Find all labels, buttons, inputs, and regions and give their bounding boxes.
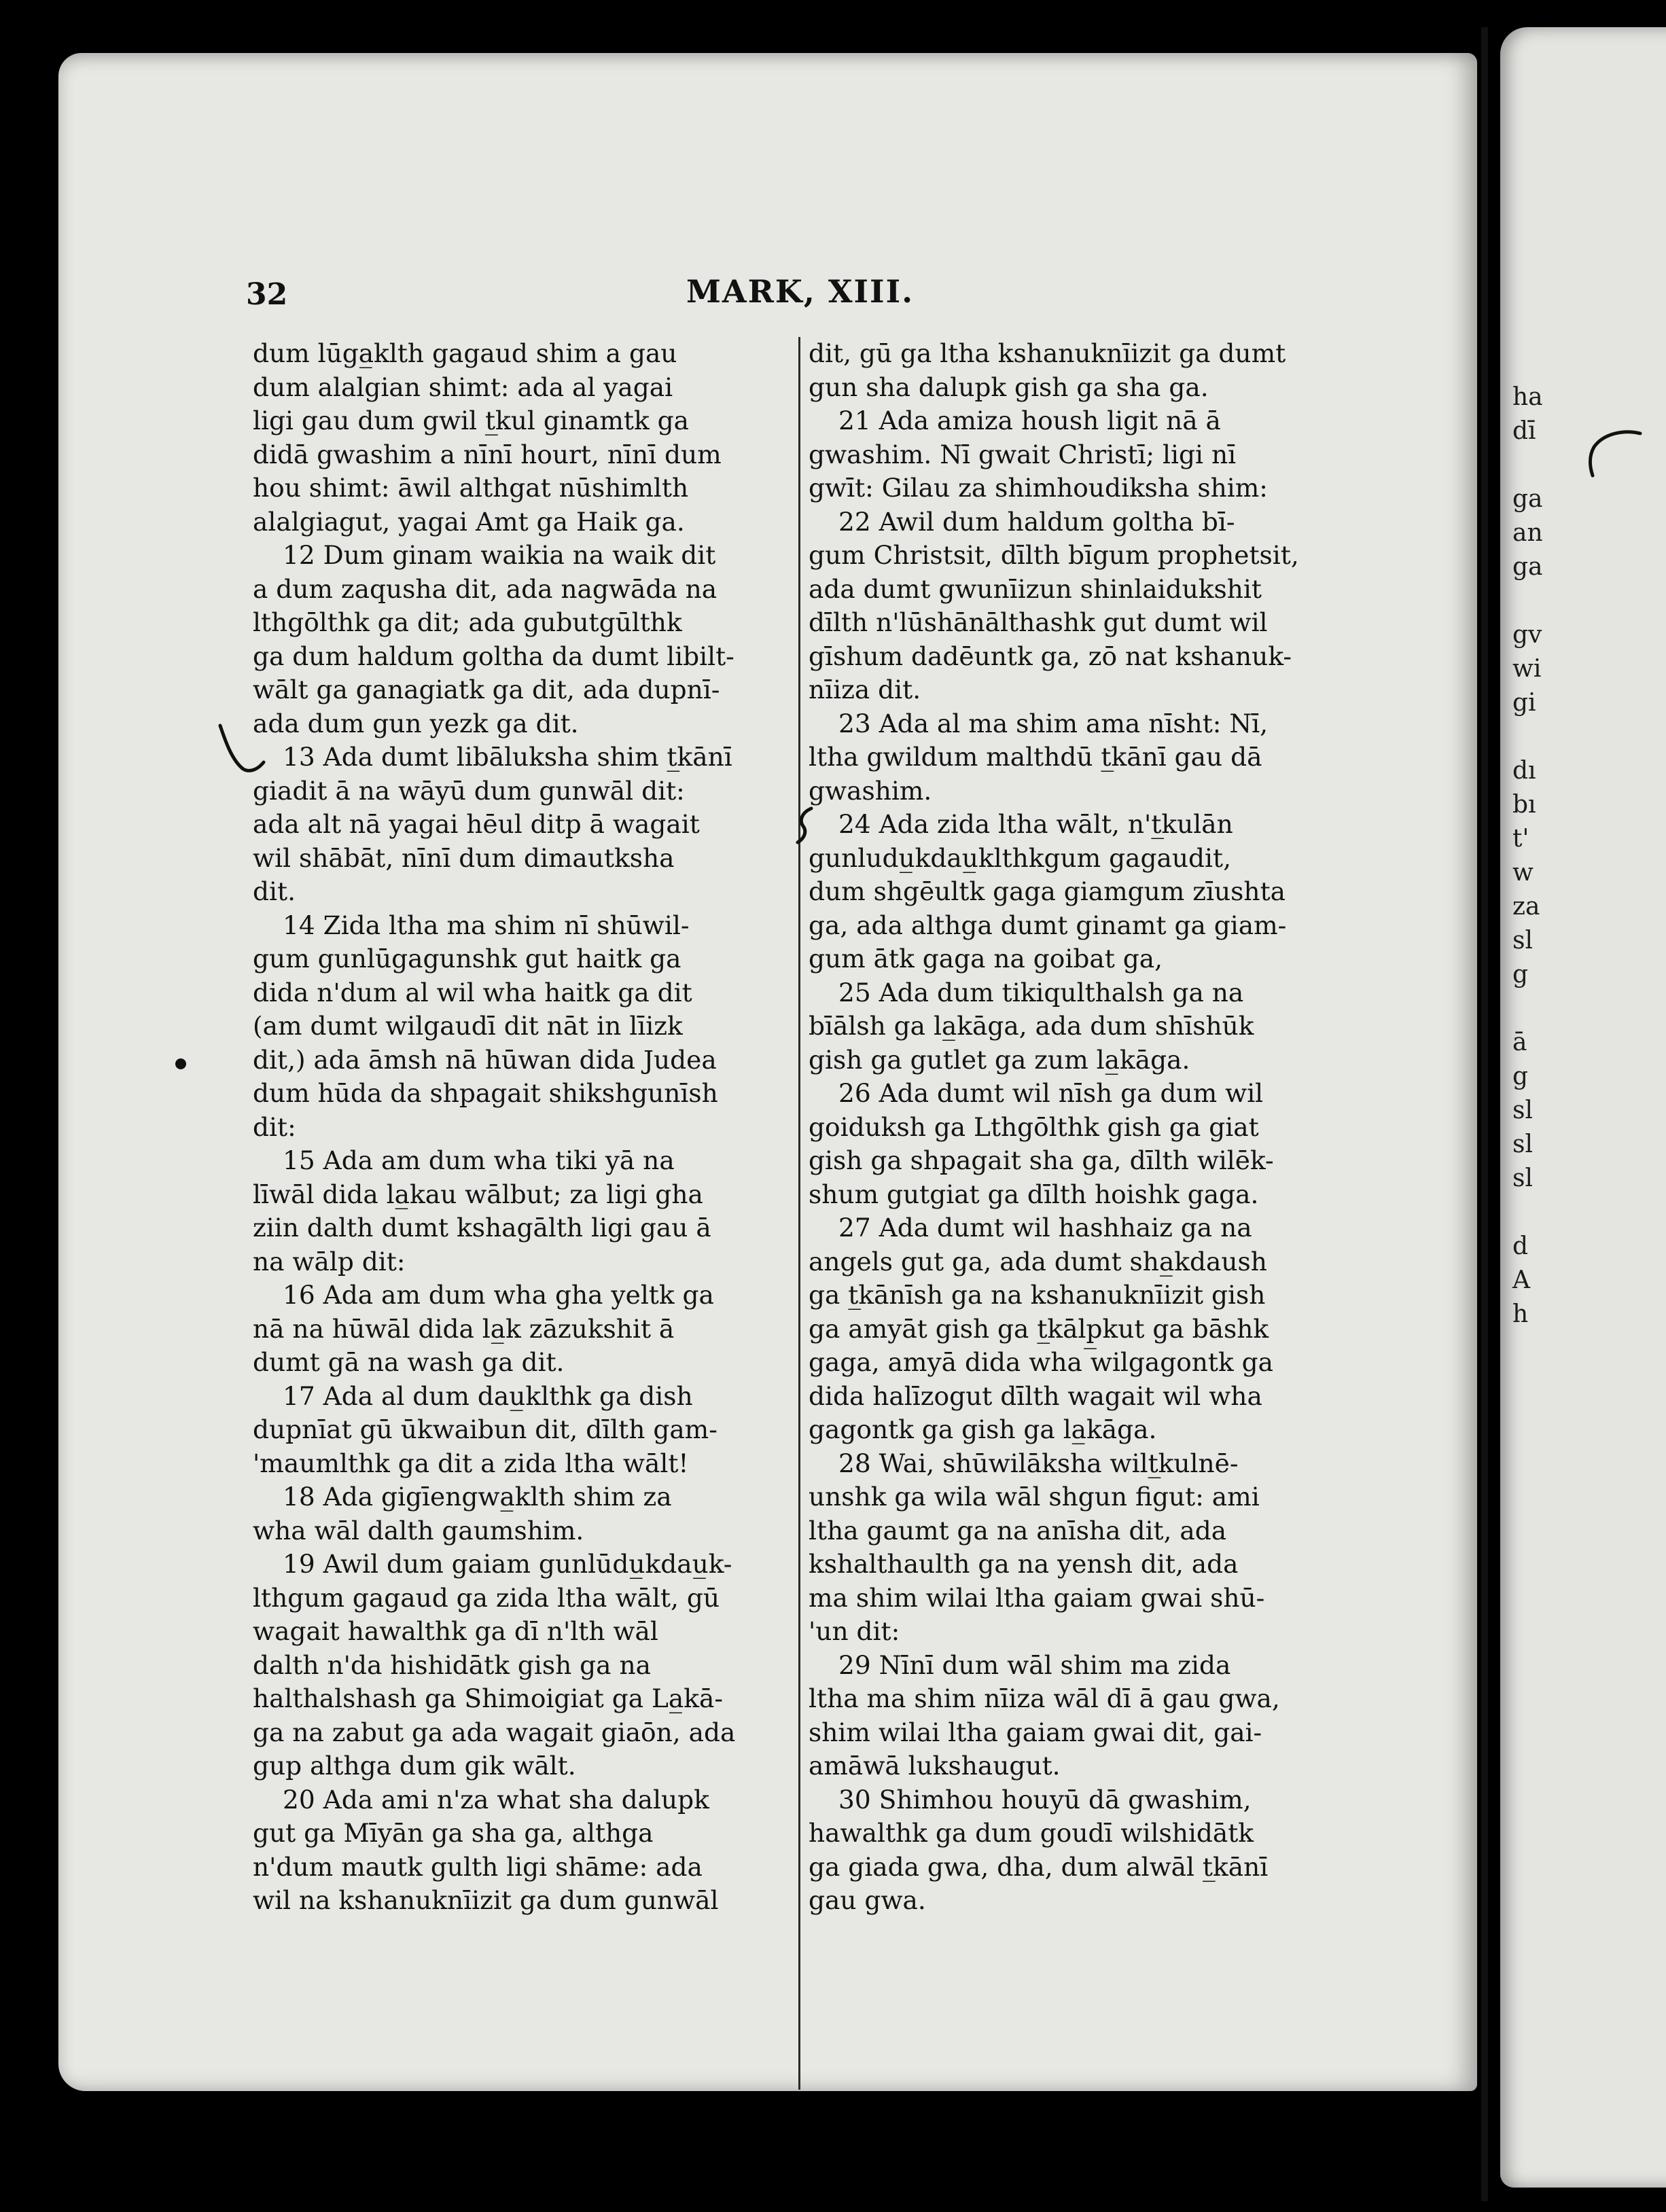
- text-line: gun sha dalupk gish ga sha ga.: [809, 372, 1209, 402]
- text-line: lthgum gagaud ga zida ltha wālt, gū: [253, 1582, 720, 1613]
- text-line: nīiza dit.: [809, 675, 921, 704]
- facing-page-fragment: [1512, 1196, 1543, 1230]
- text-line: (am dumt wilgaudī dit nāt in līizk: [253, 1011, 683, 1041]
- text-line: 26 Ada dumt wil nīsh ga dum wil: [838, 1078, 1264, 1108]
- text-line: 15 Ada am dum wha tiki yā na: [283, 1145, 675, 1175]
- facing-page-fragment: gi: [1512, 689, 1536, 717]
- facing-page-fragment: bı: [1512, 791, 1536, 819]
- text-line: 16 Ada am dum wha gha yeltk ga: [283, 1280, 714, 1310]
- text-line: ltha gwildum malthdū t̲kānī gau dā: [809, 742, 1262, 772]
- text-line: ada dumt gwunīizun shinlaidukshit: [809, 573, 1262, 604]
- facing-page-fragment: [1512, 720, 1543, 754]
- text-line: halthalshash ga Shimoigiat ga La̲kā-: [253, 1683, 724, 1713]
- text-line: ada alt nā yagai hēul ditp ā wagait: [253, 809, 700, 839]
- text-line: gwashim. Nī gwait Christī; ligi nī: [809, 439, 1237, 469]
- text-line: dum hūda da shpagait shikshgunīsh: [253, 1078, 718, 1108]
- column-divider: [798, 337, 800, 2090]
- facing-page-fragment: h: [1512, 1300, 1529, 1328]
- facing-page-fragment: dı: [1512, 757, 1536, 785]
- text-line: alalgiagut, yagai Amt ga Haik ga.: [253, 506, 685, 537]
- text-line: dit, gū ga ltha kshanuknīizit ga dumt: [809, 338, 1286, 368]
- text-line: 25 Ada dum tikiqulthalsh ga na: [838, 977, 1244, 1007]
- text-line: ltha ma shim nīiza wāl dī ā gau gwa,: [809, 1683, 1280, 1713]
- facing-page: [1500, 27, 1666, 2188]
- text-line: wagait hawalthk ga dī n'lth wāl: [253, 1616, 658, 1646]
- text-line: gunludu̲kdau̲klthkgum gagaudit,: [809, 842, 1232, 873]
- text-line: gut ga Mīyān ga sha ga, althga: [253, 1818, 654, 1848]
- facing-page-fragment: sl: [1512, 1096, 1533, 1124]
- text-line: ga, ada althga dumt ginamt ga giam-: [809, 910, 1287, 940]
- text-line: gum Christsit, dīlth bīgum prophetsit,: [809, 540, 1299, 570]
- text-line: amāwā lukshaugut.: [809, 1751, 1061, 1781]
- text-line: 21 Ada amiza housh ligit nā ā: [838, 406, 1221, 435]
- text-line: ziin dalth dumt kshagālth ligi gau ā: [253, 1213, 711, 1243]
- text-line: a dum zaqusha dit, ada nagwāda na: [253, 573, 717, 604]
- text-line: dumt gā na wash ga dit.: [253, 1347, 565, 1377]
- text-line: gaga, amyā dida wha wilgagontk ga: [809, 1347, 1274, 1377]
- text-line: gup althga dum gik wālt.: [253, 1751, 576, 1781]
- text-line: 18 Ada gigīengwa̲klth shim za: [283, 1482, 672, 1512]
- text-line: bīālsh ga la̲kāga, ada dum shīshūk: [809, 1011, 1254, 1041]
- facing-page-fragment: an: [1512, 519, 1543, 547]
- text-line: gwashim.: [809, 775, 932, 806]
- facing-page-fragment: t': [1512, 825, 1529, 853]
- text-line: ga giada gwa, dha, dum alwāl t̲kānī: [809, 1851, 1269, 1882]
- left-text-column: [253, 337, 735, 1918]
- text-line: dum lūga̲klth gagaud shim a gau: [253, 338, 677, 368]
- text-line: ltha gaumt ga na anīsha dit, ada: [809, 1515, 1227, 1546]
- text-line: gish ga gutlet ga zum la̲kāga.: [809, 1044, 1190, 1075]
- text-line: wālt ga ganagiatk ga dit, ada dupnī-: [253, 675, 720, 704]
- text-line: 13 Ada dumt libāluksha shim t̲kānī: [283, 742, 732, 772]
- pencil-check-mark: [216, 721, 270, 783]
- facing-page-fragment: sl: [1512, 927, 1533, 955]
- text-line: gum gunlūgagunshk gut haitk ga: [253, 944, 681, 974]
- text-line: 29 Nīnī dum wāl shim ma zida: [838, 1649, 1231, 1680]
- facing-page-fragment: g: [1512, 1063, 1529, 1090]
- text-line: gagontk ga gish ga la̲kāga.: [809, 1414, 1157, 1444]
- text-line: dīlth n'lūshānālthashk gut dumt wil: [809, 607, 1268, 637]
- text-line: ga t̲kānīsh ga na kshanuknīizit gish: [809, 1280, 1266, 1310]
- text-line: hawalthk ga dum goudī wilshidātk: [809, 1818, 1254, 1848]
- facing-page-fragment: [1512, 584, 1543, 618]
- facing-page-fragment: za: [1512, 893, 1540, 921]
- text-line: dum shgēultk gaga giamgum zīushta: [809, 876, 1286, 906]
- facing-page-fragment: sl: [1512, 1130, 1533, 1158]
- text-line: dit:: [253, 1111, 296, 1142]
- text-line: 19 Awil dum gaiam gunlūdu̲kdau̲k-: [283, 1549, 732, 1579]
- text-line: 22 Awil dum haldum goltha bī-: [838, 506, 1235, 537]
- text-line: līwāl dida la̲kau wālbut; za ligi gha: [253, 1179, 703, 1209]
- text-line: ga amyāt gish ga t̲kālp̲kut ga bāshk: [809, 1313, 1269, 1344]
- text-line: dum alalgian shimt: ada al yagai: [253, 372, 673, 402]
- text-line: dit.: [253, 876, 296, 906]
- margin-dot: [175, 1058, 186, 1069]
- text-line: ma shim wilai ltha gaiam gwai shū-: [809, 1582, 1265, 1613]
- facing-page-fragment: ga: [1512, 553, 1543, 581]
- facing-page-fragment: ha: [1512, 383, 1543, 411]
- text-line: wil na kshanuknīizit ga dum gunwāl: [253, 1885, 719, 1915]
- text-line: dalth n'da hishidātk gish ga na: [253, 1649, 651, 1680]
- page-number: 32: [246, 277, 288, 312]
- facing-page-text: [1512, 380, 1543, 1332]
- text-line: 17 Ada al dum dau̲klthk ga dish: [283, 1380, 693, 1411]
- text-line: goiduksh ga Lthgōlthk gish ga giat: [809, 1111, 1259, 1142]
- text-line: 20 Ada ami n'za what sha dalupk: [283, 1784, 709, 1815]
- text-line: ga dum haldum goltha da dumt libilt-: [253, 641, 734, 671]
- facing-page-fragment: g: [1512, 961, 1529, 988]
- text-line: didā gwashim a nīnī hourt, nīnī dum: [253, 439, 722, 469]
- text-line: shim wilai ltha gaiam gwai dit, gai-: [809, 1717, 1262, 1747]
- text-line: dida halīzogut dīlth wagait wil wha: [809, 1380, 1262, 1411]
- text-line: gum ātk gaga na goibat ga,: [809, 944, 1163, 974]
- text-line: unshk ga wila wāl shgun figut: ami: [809, 1482, 1260, 1512]
- running-head: MARK, XIII.: [686, 273, 915, 310]
- text-line: wha wāl dalth gaumshim.: [253, 1515, 584, 1546]
- text-line: na wālp dit:: [253, 1246, 406, 1277]
- text-line: shum gutgiat ga dīlth hoishk gaga.: [809, 1179, 1259, 1209]
- facing-page-fragment: ā: [1512, 1029, 1527, 1056]
- book-gutter: [1481, 27, 1488, 2201]
- text-line: dit,) ada āmsh nā hūwan dida Judea: [253, 1044, 717, 1075]
- facing-page-fragment: [1512, 448, 1543, 482]
- text-line: wil shābāt, nīnī dum dimautksha: [253, 842, 675, 873]
- facing-page-fragment: d: [1512, 1232, 1529, 1260]
- facing-page-fragment: wi: [1512, 655, 1542, 683]
- text-line: 12 Dum ginam waikia na waik dit: [283, 540, 716, 570]
- text-line: gīshum dadēuntk ga, zō nat kshanuk-: [809, 641, 1292, 671]
- text-line: lthgōlthk ga dit; ada gubutgūlthk: [253, 607, 682, 637]
- pencil-curve-mark: [1583, 427, 1644, 481]
- text-line: 24 Ada zida ltha wālt, n't̲kulān: [838, 809, 1233, 839]
- text-line: 30 Shimhou houyū dā gwashim,: [838, 1784, 1252, 1815]
- text-line: angels gut ga, ada dumt sha̲kdaush: [809, 1246, 1267, 1277]
- facing-page-fragment: sl: [1512, 1164, 1533, 1192]
- text-line: n'dum mautk gulth ligi shāme: ada: [253, 1851, 703, 1882]
- text-line: ada dum gun yezk ga dit.: [253, 708, 579, 738]
- text-line: 28 Wai, shūwilāksha wilt̲kulnē-: [838, 1448, 1239, 1478]
- text-line: kshalthaulth ga na yensh dit, ada: [809, 1549, 1239, 1579]
- text-line: 27 Ada dumt wil hashhaiz ga na: [838, 1213, 1252, 1243]
- facing-page-fragment: ga: [1512, 485, 1543, 513]
- text-line: 'maumlthk ga dit a zida ltha wālt!: [253, 1448, 689, 1478]
- text-line: dida n'dum al wil wha haitk ga dit: [253, 977, 692, 1007]
- text-line: hou shimt: āwil althgat nūshimlth: [253, 473, 689, 503]
- right-text-column: [809, 337, 1299, 1918]
- text-line: dupnīat gū ūkwaibun dit, dīlth gam-: [253, 1414, 717, 1444]
- text-line: 'un dit:: [809, 1616, 900, 1646]
- text-line: ligi gau dum gwil t̲kul ginamtk ga: [253, 406, 689, 435]
- facing-page-fragment: w: [1512, 859, 1534, 887]
- text-line: gwīt: Gilau za shimhoudiksha shim:: [809, 473, 1268, 503]
- text-line: 23 Ada al ma shim ama nīsht: Nī,: [838, 708, 1269, 738]
- text-line: ga na zabut ga ada wagait giaōn, ada: [253, 1717, 736, 1747]
- facing-page-fragment: gv: [1512, 621, 1542, 649]
- text-line: gish ga shpagait sha ga, dīlth wilēk-: [809, 1145, 1274, 1175]
- facing-page-fragment: [1512, 992, 1543, 1026]
- pencil-bracket-mark: [792, 806, 819, 846]
- facing-page-fragment: A: [1512, 1266, 1530, 1294]
- text-line: nā na hūwāl dida la̲k zāzukshit ā: [253, 1313, 675, 1344]
- facing-page-fragment: dī: [1512, 417, 1536, 445]
- text-line: giadit ā na wāyū dum gunwāl dit:: [253, 775, 685, 806]
- text-line: 14 Zida ltha ma shim nī shūwil-: [283, 910, 690, 940]
- text-line: gau gwa.: [809, 1885, 926, 1915]
